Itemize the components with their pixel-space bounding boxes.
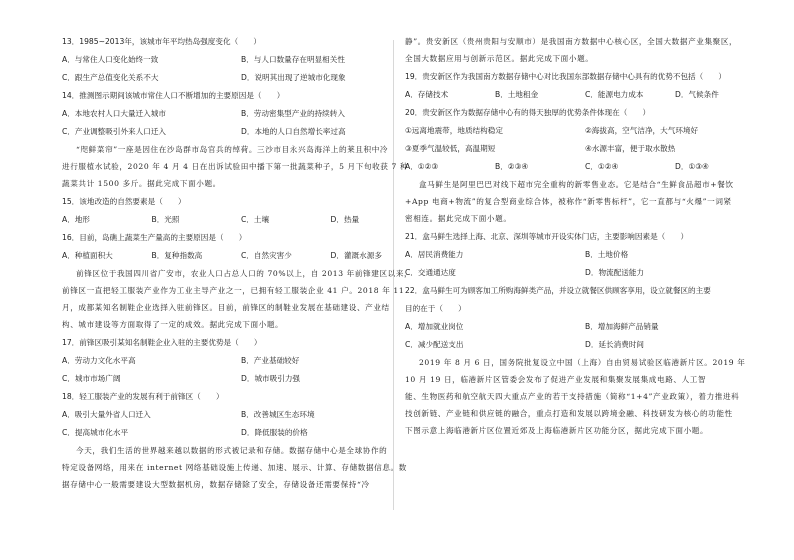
question-21	[405, 231, 765, 279]
question-16	[62, 232, 420, 262]
passage-data-center-cont	[405, 36, 765, 65]
statement-1: ①远离地震带，地质结构稳定	[405, 126, 503, 135]
question-22	[405, 285, 765, 351]
passage-line: 前锋区一直把轻工服装产业作为工业主导产业之一，已拥有轻工服装企业 41 户。2018 年 11	[62, 286, 405, 295]
option-c: C．自然灾害少	[241, 251, 292, 260]
passage-line: 构、城市建设等方面取得了一定的成效。据此完成下面小题。	[62, 320, 284, 329]
option-b: B．光照	[151, 215, 180, 224]
question-15	[62, 196, 420, 226]
option-b: B．改善城区生态环境	[241, 410, 315, 419]
passage-line: 月，成都某知名制鞋企业选择入驻前锋区。目前，前锋区的制鞋业发展在基础建设、产业结	[62, 303, 390, 312]
passage-hema	[405, 179, 765, 225]
option-c: C．提高城市化水平	[62, 428, 129, 437]
passage-line: 特定设备网络，用来在 internet 网络基础设施上传递、加速、展示、计算、存储数据信息。数	[62, 463, 407, 472]
passage-line: 进行服植水试验，2020 年 4 月 4 日在出诉试验田中播下第一批蔬菜种子，5 月下旬收获 7 种	[62, 162, 409, 171]
question-20	[405, 107, 765, 173]
passage-line: 密相连。据此完成下面小题。	[405, 214, 512, 223]
passage-island-vegetables	[62, 144, 420, 190]
option-a: A．①②③	[405, 162, 439, 171]
passage-line: 能、生物医药和航空航天四大重点产业的若干支持措施（简称“1+4”产业政策），着力推进科	[405, 392, 740, 401]
passage-line: 2019 年 8 月 6 日，国务院批复设立中国（上海）自由贸易试验区临港新片区。2019 年	[419, 358, 746, 367]
left-column	[62, 36, 420, 497]
passage-line: +App 电商+物流”的复合型商业综合体，被称作“新零售标杆”，它一直都与“火爆”一词紧	[405, 197, 732, 206]
option-d: D．气候条件	[675, 90, 719, 99]
question-stem: 21．盒马鲜生选择上海、北京、深圳等城市开设实体门店，主要影响因素是（ ）	[405, 232, 689, 241]
passage-line: 盒马鲜生是阿里巴巴对线下超市完全重构的新零售业态。它是结合“生鲜食品超市+餐饮	[419, 180, 734, 189]
passage-lingang	[405, 357, 765, 437]
option-a: A．居民消费能力	[405, 250, 464, 259]
right-column	[405, 36, 765, 443]
passage-line: 蔬菜共计 1500 多斤。据此完成下面小题。	[62, 179, 221, 188]
option-b: B．产业基础较好	[241, 356, 300, 365]
option-b: B．土地租金	[495, 90, 539, 99]
option-d: D．灌溉水源多	[330, 251, 382, 260]
option-c: C．土壤	[241, 215, 270, 224]
passage-line: 据存储中心一般需要建设大型数据机房，数据存储除了安全，存储设备还需要保持“冷	[62, 480, 370, 489]
option-d: D．本地的人口自然增长率过高	[241, 127, 346, 136]
option-c: C．产业调整吸引外来人口迁入	[62, 127, 167, 136]
passage-line: 静”。贵安新区（贵州贵阳与安顺市）是我国南方数据中心核心区，全国大数据产业集聚区，	[405, 37, 738, 46]
option-b: B．土地价格	[585, 250, 629, 259]
option-d: D．物流配送能力	[585, 268, 645, 277]
option-c: C．减少配送支出	[405, 340, 464, 349]
option-b: B．复种指数高	[151, 251, 203, 260]
option-a: A．本地农村人口大量迁入城市	[62, 109, 166, 118]
option-c: C．①②④	[585, 162, 619, 171]
option-c: C．能源电力成本	[585, 90, 644, 99]
option-a: A．吸引大量外省人口迁入	[62, 410, 151, 419]
option-a: A．与常住人口变化始终一致	[62, 55, 159, 64]
question-19	[405, 71, 765, 101]
passage-qianfeng	[62, 268, 420, 331]
question-stem: 14．推测图示期间该城市常住人口不断增加的主要原因是（ ）	[62, 91, 285, 100]
option-a: A．地形	[62, 215, 90, 224]
option-d: D．热量	[330, 215, 360, 224]
passage-line: 10 月 19 日，临港新片区管委会发布了促进产业发展和集聚发展集成电路、人工智	[405, 375, 707, 384]
option-d: D．城市吸引力强	[241, 374, 301, 383]
option-b: B．增加海鲜产品销量	[585, 322, 659, 331]
option-d: D．说明其出现了逆城市化现象	[241, 73, 346, 82]
passage-line: “咫鲜菜帘”一座是因住在沙岛群市岛官兵的绰荷。三沙市目永兴岛海洋上的莱且积中冷	[76, 145, 389, 154]
option-c: C．交通通达度	[405, 268, 456, 277]
passage-data-center	[62, 445, 420, 491]
option-c: C．跟生产总值变化关系不大	[62, 73, 159, 82]
passage-line: 技创新链、产业链和供应链的融合，重点打造和发展以跨境金融、科技研发为核心的功能性	[405, 409, 733, 418]
option-b: B．②③④	[495, 162, 529, 171]
question-stem-cont: 目的在于（ ）	[405, 304, 466, 313]
passage-line: 下图示意上海临港新片区位置近郊及上海临港新片区功能分区，据此完成下面小题。	[405, 426, 709, 435]
question-stem: 19．贵安新区作为我国南方数据存储中心对比我国东部数据存储中心具有的优势不包括（ ）	[405, 72, 727, 81]
statement-2: ②海拔高，空气洁净，大气环境好	[585, 126, 699, 135]
option-b: B．劳动密集型产业的持续转入	[241, 109, 345, 118]
option-d: D．降低服装的价格	[241, 428, 308, 437]
passage-line: 前锋区位于我国四川省广安市，农业人口占总人口的 70%以上，自 2013 年前锋建区以来，	[76, 269, 413, 278]
option-d: D．延长消费时间	[585, 340, 645, 349]
question-18	[62, 391, 420, 439]
question-stem: 18．轻工服装产业的发展有利于前锋区（ ）	[62, 392, 224, 401]
option-c: C．城市市场广阔	[62, 374, 121, 383]
question-stem: 13．1985~2013年，该城市年平均热岛强度变化（ ）	[62, 37, 261, 46]
option-a: A．劳动力文化水平高	[62, 356, 136, 365]
option-d: D．①③④	[675, 162, 709, 171]
question-13	[62, 36, 420, 84]
option-b: B．与人口数量存在明显相关性	[241, 55, 345, 64]
option-a: A．增加就业岗位	[405, 322, 464, 331]
statement-4: ④水源丰富，便于取水散热	[585, 144, 676, 153]
question-stem: 15．该地改造的自然要素是（ ）	[62, 197, 186, 206]
passage-line: 全国大数据应用与创新示范区。据此完成下面小题。	[405, 54, 594, 63]
statement-3: ③夏季气温较低，高温期短	[405, 144, 496, 153]
question-stem: 16．目前，岛礁上蔬菜生产量高的主要原因是（ ）	[62, 233, 247, 242]
passage-line: 今天，我们生活的世界越来越以数据的形式被记录和存储。数据存储中心是全球协作的	[76, 446, 388, 455]
option-a: A．存储技术	[405, 90, 449, 99]
question-stem: 22．盒马鲜生可为顾客加工所购海鲜类产品，并设立就餐区供顾客享用，设立就餐区的主要	[405, 286, 711, 295]
question-14	[62, 90, 420, 138]
question-17	[62, 337, 420, 385]
question-stem: 20．贵安新区作为数据存储中心有的得天独厚的优势条件体现在（ ）	[405, 108, 651, 117]
option-a: A．种植面积大	[62, 251, 113, 260]
question-stem: 17．前锋区吸引某知名制鞋企业入驻的主要优势是（ ）	[62, 338, 262, 347]
